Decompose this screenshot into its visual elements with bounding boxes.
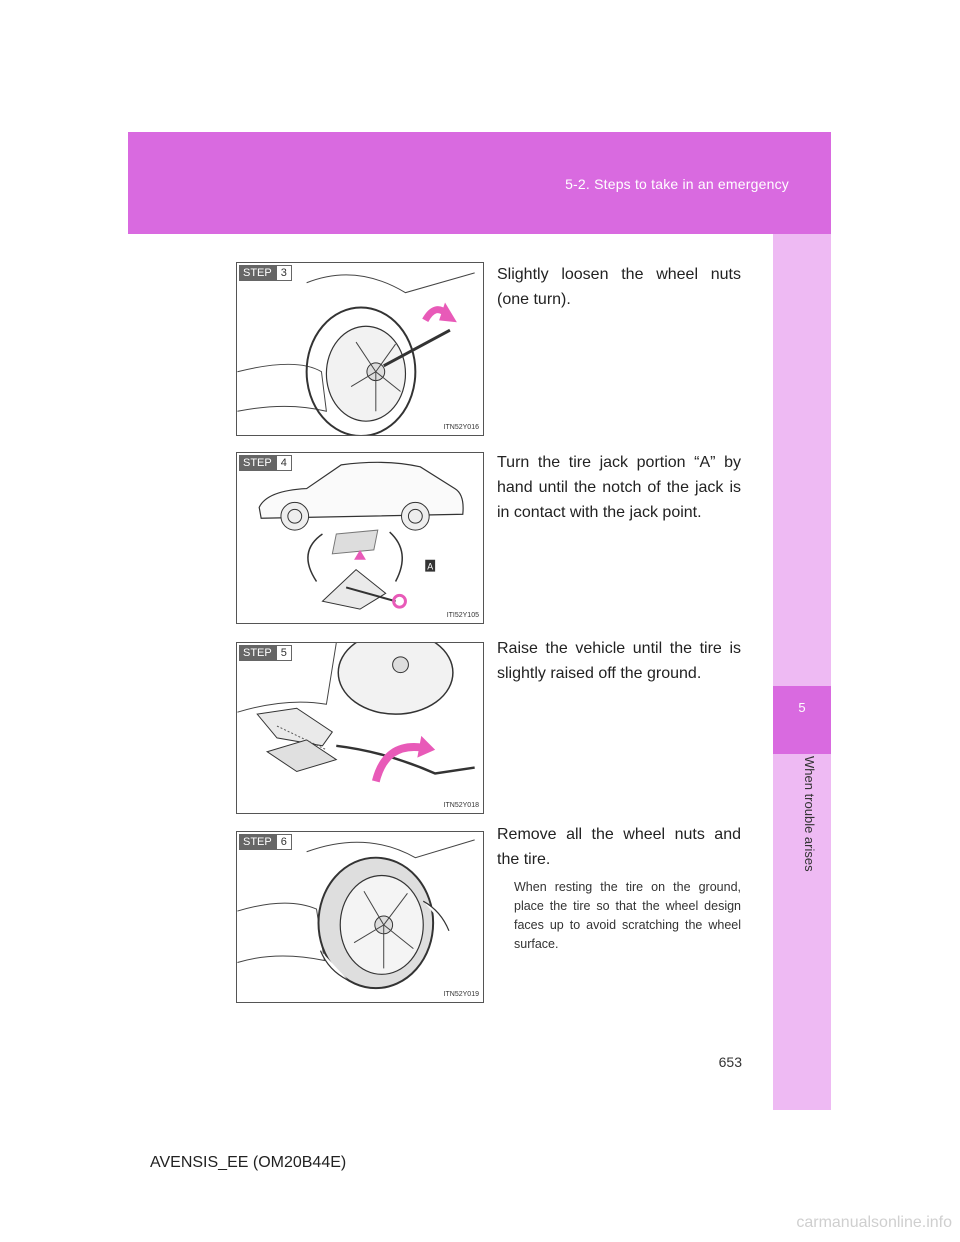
step-5-badge (239, 645, 292, 661)
step-6-badge (239, 834, 292, 850)
watermark: carmanualsonline.info (796, 1214, 952, 1231)
loosen-nuts-illustration (237, 263, 483, 435)
figure-code: ITN52Y019 (443, 991, 479, 998)
step-4-figure (236, 452, 484, 624)
step-5-text: Raise the vehicle until the tire is slightly raised off the ground. (497, 640, 741, 682)
step-label: STEP (239, 834, 276, 850)
section-title: 5-2. Steps to take in an emergency (565, 176, 789, 192)
remove-tire-illustration (237, 832, 483, 1002)
step-6-figure (236, 831, 484, 1003)
jack-position-illustration (237, 453, 483, 623)
step-number: 4 (276, 455, 292, 471)
figure-code: ITN52Y018 (443, 802, 479, 809)
step-3-figure (236, 262, 484, 436)
header-band (128, 132, 831, 234)
chapter-box (773, 686, 831, 754)
step-3-text: Slightly loosen the wheel nuts (one turn). (497, 266, 741, 308)
raise-vehicle-illustration (237, 643, 483, 813)
step-number: 5 (276, 645, 292, 661)
step-label: STEP (239, 455, 276, 471)
step-4-text: Turn the tire jack portion “A” by hand until the notch of the jack is in contact with the jack point. (497, 454, 741, 521)
chapter-side-tab[interactable] (773, 234, 831, 1110)
step-number: 6 (276, 834, 292, 850)
step-label: STEP (239, 645, 276, 661)
step-4-badge (239, 455, 292, 471)
step-5-figure (236, 642, 484, 814)
step-3-badge (239, 265, 292, 281)
step-6-text: Remove all the wheel nuts and the tire. (497, 826, 741, 868)
step-number: 3 (276, 265, 292, 281)
step-label: STEP (239, 265, 276, 281)
page-number: 653 (718, 1054, 742, 1070)
figure-code: ITI52Y105 (446, 612, 479, 619)
chapter-label: When trouble arises (802, 756, 817, 872)
document-id: AVENSIS_EE (OM20B44E) (150, 1154, 347, 1171)
callout-a: A (427, 561, 434, 572)
step-6-note: When resting the tire on the ground, place the tire so that the wheel design faces up to avoid scratching the wheel surface. (514, 880, 741, 951)
figure-code: ITN52Y016 (443, 424, 479, 431)
chapter-number: 5 (798, 700, 806, 715)
